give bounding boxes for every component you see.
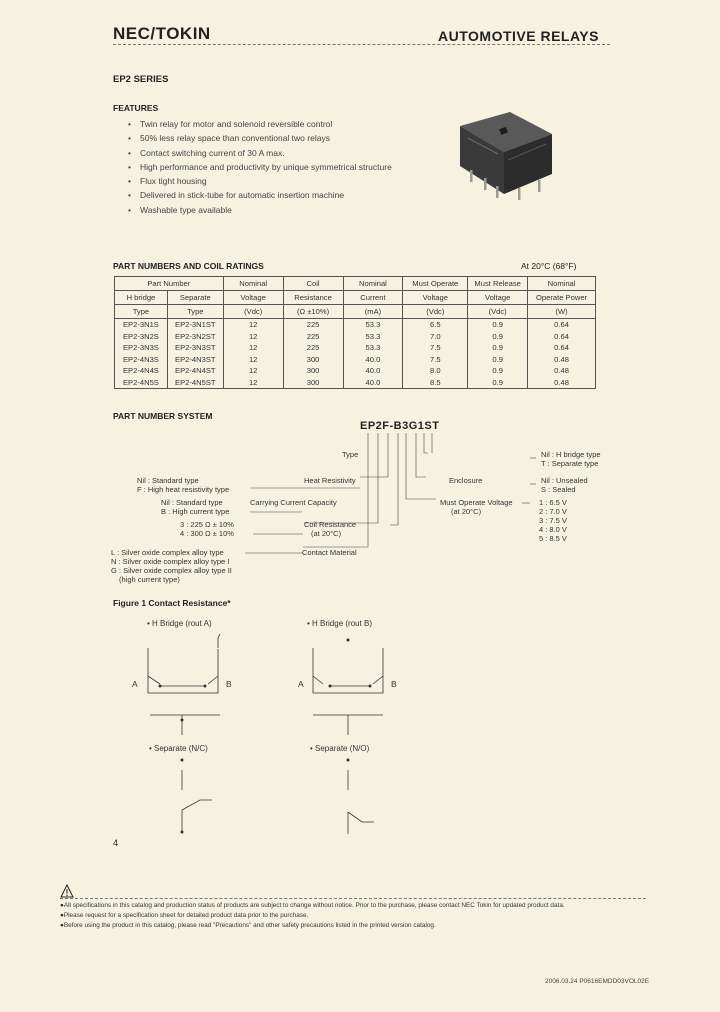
table-cell: 225: [283, 319, 343, 331]
col-header: Type: [115, 305, 168, 319]
table-cell: 0.9: [468, 331, 528, 343]
table-cell: 8.5: [403, 377, 468, 389]
page-number: 4: [113, 838, 119, 848]
pns-type-label: Type: [342, 450, 359, 459]
col-header: (Vdc): [468, 305, 528, 319]
figure-label-separate-nc: • Separate (N/C): [149, 744, 208, 753]
table-cell: 300: [283, 365, 343, 377]
pns-mov-option: 2 : 7.0 V: [539, 507, 567, 516]
part-number-system-heading: PART NUMBER SYSTEM: [113, 411, 213, 421]
table-cell: 8.0: [403, 365, 468, 377]
col-header: (W): [528, 305, 596, 319]
col-header: Resistance: [283, 291, 343, 305]
pns-contact-label: Contact Material: [302, 548, 357, 557]
table-cell: EP2-3N1ST: [167, 319, 223, 331]
pns-type-option: Nil : H bridge type: [541, 450, 601, 459]
table-cell: 40.0: [343, 354, 403, 366]
pns-mov-option: 1 : 6.5 V: [539, 498, 567, 507]
pns-contact-option: L : Silver oxide complex alloy type: [111, 548, 224, 557]
table-cell: 225: [283, 331, 343, 343]
table-cell: 0.9: [468, 354, 528, 366]
terminal-label-b: B: [391, 679, 397, 689]
pns-coil-label: Coil Resistance: [304, 520, 357, 529]
pns-mov-label: Must Operate Voltage: [440, 498, 513, 507]
feature-item: • 50% less relay space than conventional two relays: [128, 131, 448, 145]
table-cell: 53.3: [343, 342, 403, 354]
col-header: Must Operate: [403, 277, 468, 291]
table-cell: EP2-4N4ST: [167, 365, 223, 377]
table-cell: 53.3: [343, 331, 403, 343]
table-cell: 6.5: [403, 319, 468, 331]
table-cell: EP2-4N3S: [115, 354, 168, 366]
features-heading: FEATURES: [113, 103, 159, 113]
figure-label-hbridge-b: • H Bridge (rout B): [307, 619, 373, 628]
terminal-label-a: A: [298, 679, 304, 689]
table-cell: 40.0: [343, 365, 403, 377]
col-header: Separate: [167, 291, 223, 305]
brand-logo: NEC/TOKIN: [113, 24, 211, 43]
pns-heat-option: Nil : Standard type: [137, 476, 199, 485]
table-cell: 0.48: [528, 354, 596, 366]
col-header: Nominal: [223, 277, 283, 291]
col-header: Voltage: [468, 291, 528, 305]
col-header-part-number: Part Number: [115, 277, 224, 291]
table-cell: EP2-3N3S: [115, 342, 168, 354]
table-cell: 0.9: [468, 365, 528, 377]
table-cell: EP2-3N2ST: [167, 331, 223, 343]
figure-label-hbridge-a: • H Bridge (rout A): [147, 619, 212, 628]
table-cell: EP2-3N3ST: [167, 342, 223, 354]
table-cell: 0.64: [528, 319, 596, 331]
note-item: ● All specifications in this catalog and production status of products are subject to change without notice. Prior to the purchase, please contact NEC Tokin for updated product data.: [60, 901, 700, 911]
notes-list: [60, 901, 700, 931]
table-cell: 12: [223, 319, 283, 331]
table-cell: 0.64: [528, 331, 596, 343]
col-header: Coil: [283, 277, 343, 291]
feature-item: • Contact switching current of 30 A max.: [128, 146, 448, 160]
document-number: 2006.03.24 P0616EMDD03VOL02E: [545, 978, 650, 985]
table-cell: 12: [223, 365, 283, 377]
pns-type-option: T : Separate type: [541, 459, 599, 468]
pns-coil-option: 3 : 225 Ω ± 10%: [180, 520, 234, 529]
col-header: Nominal: [528, 277, 596, 291]
note-item: ● Please request for a specification sheet for detailed product data prior to the purchase.: [60, 911, 700, 921]
pns-heat-option: F : High heat resistivity type: [137, 485, 230, 494]
col-header: (mA): [343, 305, 403, 319]
example-part-code: EP2F-B3G1ST: [360, 420, 440, 432]
table-cell: 300: [283, 354, 343, 366]
col-header: (Ω ±10%): [283, 305, 343, 319]
pns-carry-option: Nil : Standard type: [161, 498, 223, 507]
feature-item: • Delivered in stick-tube for automatic insertion machine: [128, 188, 448, 202]
pns-mov-temp: (at 20°C): [451, 507, 482, 516]
pns-carry-option: B : High current type: [161, 507, 230, 516]
table-cell: 225: [283, 342, 343, 354]
col-header: Type: [167, 305, 223, 319]
pns-contact-option: (high current type): [119, 575, 180, 584]
table-cell: 300: [283, 377, 343, 389]
table-cell: EP2-4N5S: [115, 377, 168, 389]
pns-coil-option: 4 : 300 Ω ± 10%: [180, 529, 234, 538]
table-cell: 12: [223, 377, 283, 389]
table-cell: 0.48: [528, 365, 596, 377]
pns-enclosure-option: S : Sealed: [541, 485, 576, 494]
feature-item: • Washable type available: [128, 203, 448, 217]
pns-contact-option: G : Silver oxide complex alloy type II: [111, 566, 232, 575]
figure-title: Figure 1 Contact Resistance*: [113, 598, 231, 608]
pns-carry-label: Carrying Current Capacity: [250, 498, 337, 507]
document-title: AUTOMOTIVE RELAYS: [438, 28, 599, 44]
table-cell: 40.0: [343, 377, 403, 389]
table-cell: 12: [223, 331, 283, 343]
table-cell: EP2-3N2S: [115, 331, 168, 343]
table-cell: EP2-3N1S: [115, 319, 168, 331]
table-cell: 0.9: [468, 342, 528, 354]
feature-item: • High performance and productivity by unique symmetrical structure: [128, 160, 448, 174]
table-cell: 7.0: [403, 331, 468, 343]
table-cell: EP2-4N4S: [115, 365, 168, 377]
warning-icon: [60, 884, 74, 898]
pns-coil-temp: (at 20°C): [311, 529, 342, 538]
terminal-label-b: B: [226, 679, 232, 689]
pns-enclosure-label: Enclosure: [449, 476, 483, 485]
table-cell: 7.5: [403, 342, 468, 354]
feature-item: • Flux tight housing: [128, 174, 448, 188]
pns-contact-option: N : Silver oxide complex alloy type I: [111, 557, 230, 566]
col-header: Must Release: [468, 277, 528, 291]
table-cell: EP2-4N3ST: [167, 354, 223, 366]
col-header: Nominal: [343, 277, 403, 291]
table-cell: 53.3: [343, 319, 403, 331]
table-cell: 0.9: [468, 377, 528, 389]
table-cell: 7.5: [403, 354, 468, 366]
col-header: (Vdc): [223, 305, 283, 319]
col-header: (Vdc): [403, 305, 468, 319]
note-item: ● Before using the product in this catalog, please read "Precautions" and other safety precautions listed in the printed version catalog.: [60, 921, 700, 931]
table-cell: 0.9: [468, 319, 528, 331]
series-title: EP2 SERIES: [113, 74, 169, 85]
notes-divider: [60, 898, 646, 899]
col-header: Current: [343, 291, 403, 305]
ratings-temperature: At 20°C (68°F): [521, 261, 577, 271]
col-header: Voltage: [223, 291, 283, 305]
pns-heat-label: Heat Resistivity: [304, 476, 356, 485]
table-cell: 0.48: [528, 377, 596, 389]
figure-label-separate-no: • Separate (N/O): [310, 744, 370, 753]
table-cell: EP2-4N5ST: [167, 377, 223, 389]
ratings-heading: PART NUMBERS AND COIL RATINGS: [113, 261, 264, 271]
col-header: Voltage: [403, 291, 468, 305]
feature-item: • Twin relay for motor and solenoid reversible control: [128, 117, 448, 131]
pns-mov-option: 3 : 7.5 V: [539, 516, 567, 525]
col-header: H bridge: [115, 291, 168, 305]
terminal-label-a: A: [132, 679, 138, 689]
pns-mov-option: 4 : 8.0 V: [539, 525, 567, 534]
pns-enclosure-option: Nil : Unsealed: [541, 476, 588, 485]
table-cell: 12: [223, 342, 283, 354]
pns-mov-option: 5 : 8.5 V: [539, 534, 567, 543]
table-cell: 12: [223, 354, 283, 366]
col-header: Operate Power: [528, 291, 596, 305]
table-cell: 0.64: [528, 342, 596, 354]
